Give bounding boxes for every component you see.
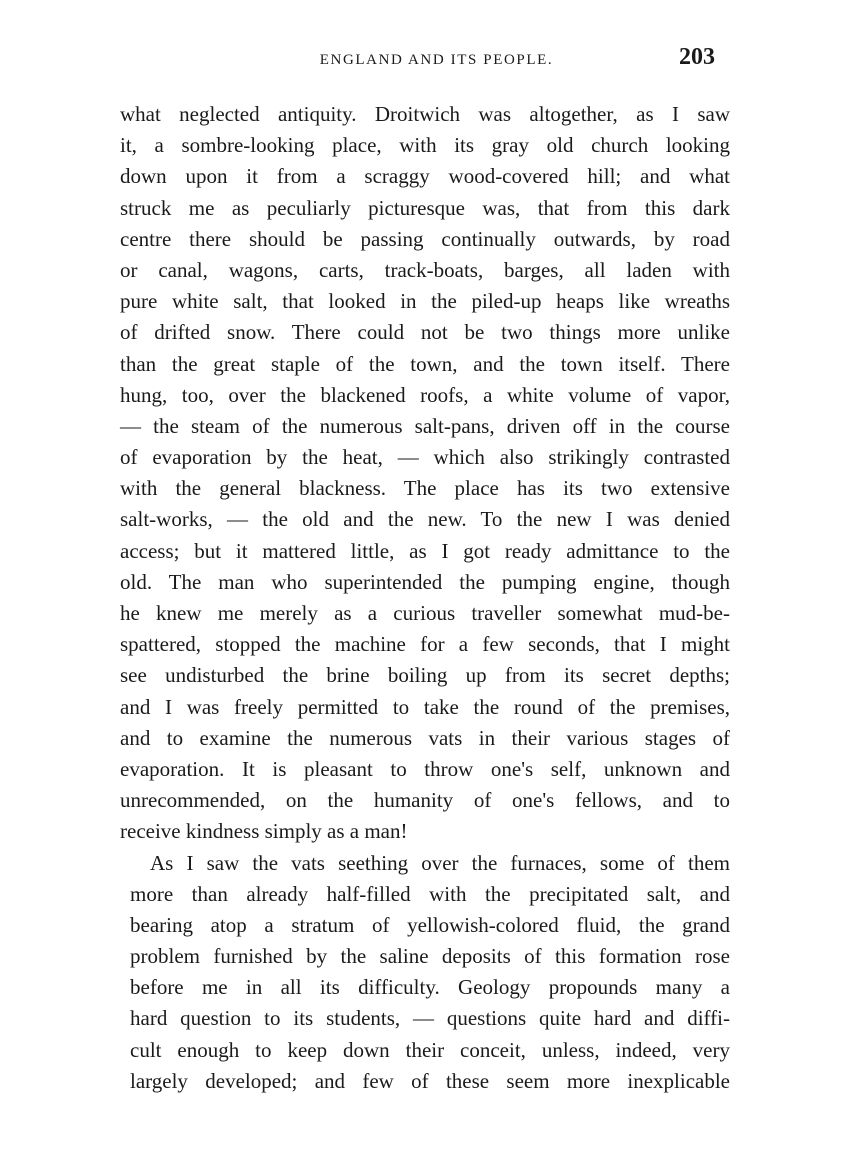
paragraph-1: [120, 99, 730, 848]
text-line: centre there should be passing continually outwards, by road: [120, 226, 730, 251]
text-line: he knew me merely as a curious traveller somewhat mud-be-: [120, 601, 730, 625]
text-line: old. The man who superintended the pumping engine, though: [120, 569, 730, 594]
running-head: [120, 42, 725, 78]
text-line: what neglected antiquity. Droitwich was altogether, as I saw: [120, 102, 730, 126]
text-line: receive kindness simply as a man!: [120, 819, 408, 844]
text-line: more than already half-filled with the precipitated salt, and: [130, 881, 730, 906]
text-line: hard question to its students, — questions quite hard and diffi-: [130, 1006, 730, 1031]
text-line: struck me as peculiarly picturesque was, that from this dark: [120, 195, 730, 220]
text-line: of drifted snow. There could not be two things more unlike: [120, 320, 730, 345]
text-line: see undisturbed the brine boiling up from its secret depths;: [120, 663, 730, 688]
text-line: with the general blackness. The place has its two extensive: [120, 476, 730, 501]
text-line: than the great staple of the town, and the town itself. There: [120, 351, 730, 376]
text-line: cult enough to keep down their conceit, unless, indeed, very: [130, 1037, 730, 1062]
text-line: unrecommended, on the humanity of one's fellows, and to: [120, 788, 730, 813]
text-line: As I saw the vats seething over the furnaces, some of them: [150, 850, 730, 875]
text-line: pure white salt, that looked in the piled-up heaps like wreaths: [120, 289, 730, 314]
text-line: down upon it from a scraggy wood-covered hill; and what: [120, 164, 730, 189]
text-line: and to examine the numerous vats in their various stages of: [120, 725, 730, 750]
text-line: — the steam of the numerous salt-pans, driven off in the course: [120, 413, 730, 438]
text-line: evaporation. It is pleasant to throw one's self, unknown and: [120, 756, 730, 781]
text-line: before me in all its difficulty. Geology propounds many a: [130, 975, 730, 1000]
running-title: ENGLAND AND ITS PEOPLE.: [319, 52, 554, 68]
text-line: or canal, wagons, carts, track-boats, barges, all laden with: [120, 257, 730, 282]
text-line: of evaporation by the heat, — which also strikingly contrasted: [120, 445, 730, 470]
text-line: largely developed; and few of these seem more inexplicable: [130, 1068, 730, 1093]
text-line: problem furnished by the saline deposits of this formation rose: [130, 944, 730, 969]
paragraph-2: [120, 848, 730, 1098]
page-number: 203: [679, 44, 715, 70]
text-line: it, a sombre-looking place, with its gray old church looking: [120, 133, 730, 158]
text-line: and I was freely permitted to take the round of the premises,: [120, 694, 730, 719]
body-text: [120, 99, 730, 1097]
text-line: hung, too, over the blackened roofs, a white volume of vapor,: [120, 382, 730, 407]
text-line: salt-works, — the old and the new. To the new I was denied: [120, 507, 730, 532]
text-line: spattered, stopped the machine for a few seconds, that I might: [120, 632, 730, 657]
text-line: bearing atop a stratum of yellowish-colored fluid, the grand: [130, 912, 730, 937]
text-line: access; but it mattered little, as I got ready admittance to the: [120, 538, 730, 563]
